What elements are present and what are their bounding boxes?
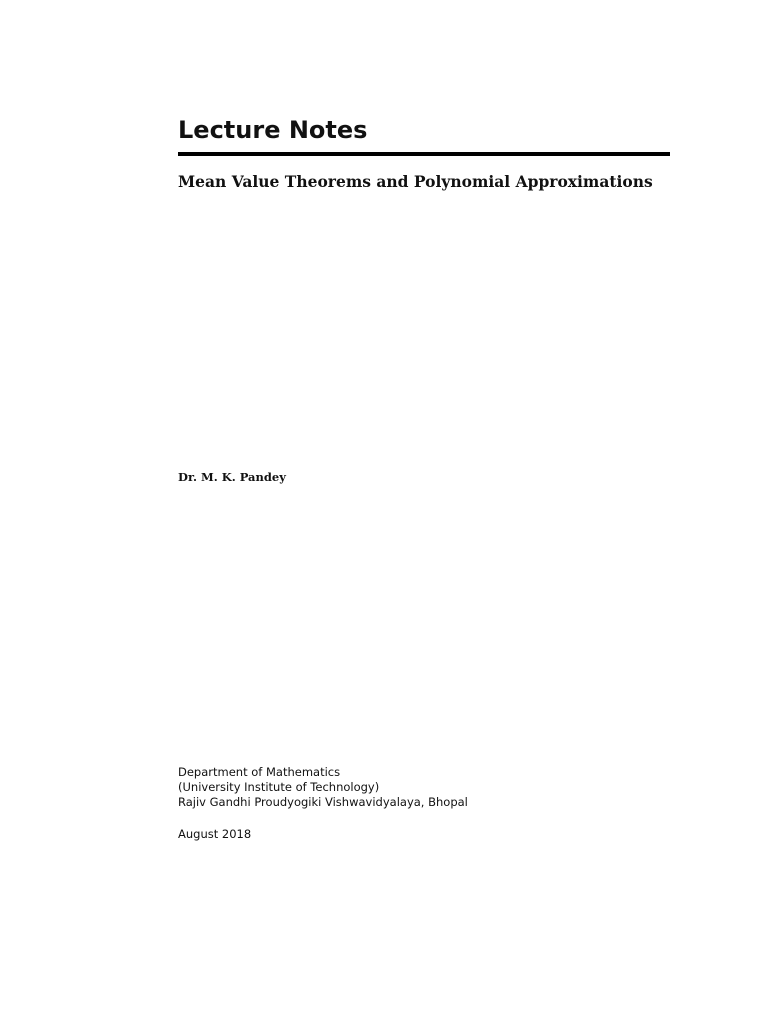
author-name: Dr. M. K. Pandey	[178, 470, 286, 484]
document-date: August 2018	[178, 827, 252, 841]
affiliation-university: Rajiv Gandhi Proudyogiki Vishwavidyalaya, Bhopal	[178, 795, 468, 809]
affiliation-department: Department of Mathematics	[178, 765, 341, 779]
title-rule	[178, 152, 670, 156]
document-title: Lecture Notes	[178, 116, 368, 144]
affiliation-block	[178, 765, 468, 810]
affiliation-institute: (University Institute of Technology)	[178, 780, 380, 794]
document-subtitle: Mean Value Theorems and Polynomial Approximations	[178, 172, 653, 191]
